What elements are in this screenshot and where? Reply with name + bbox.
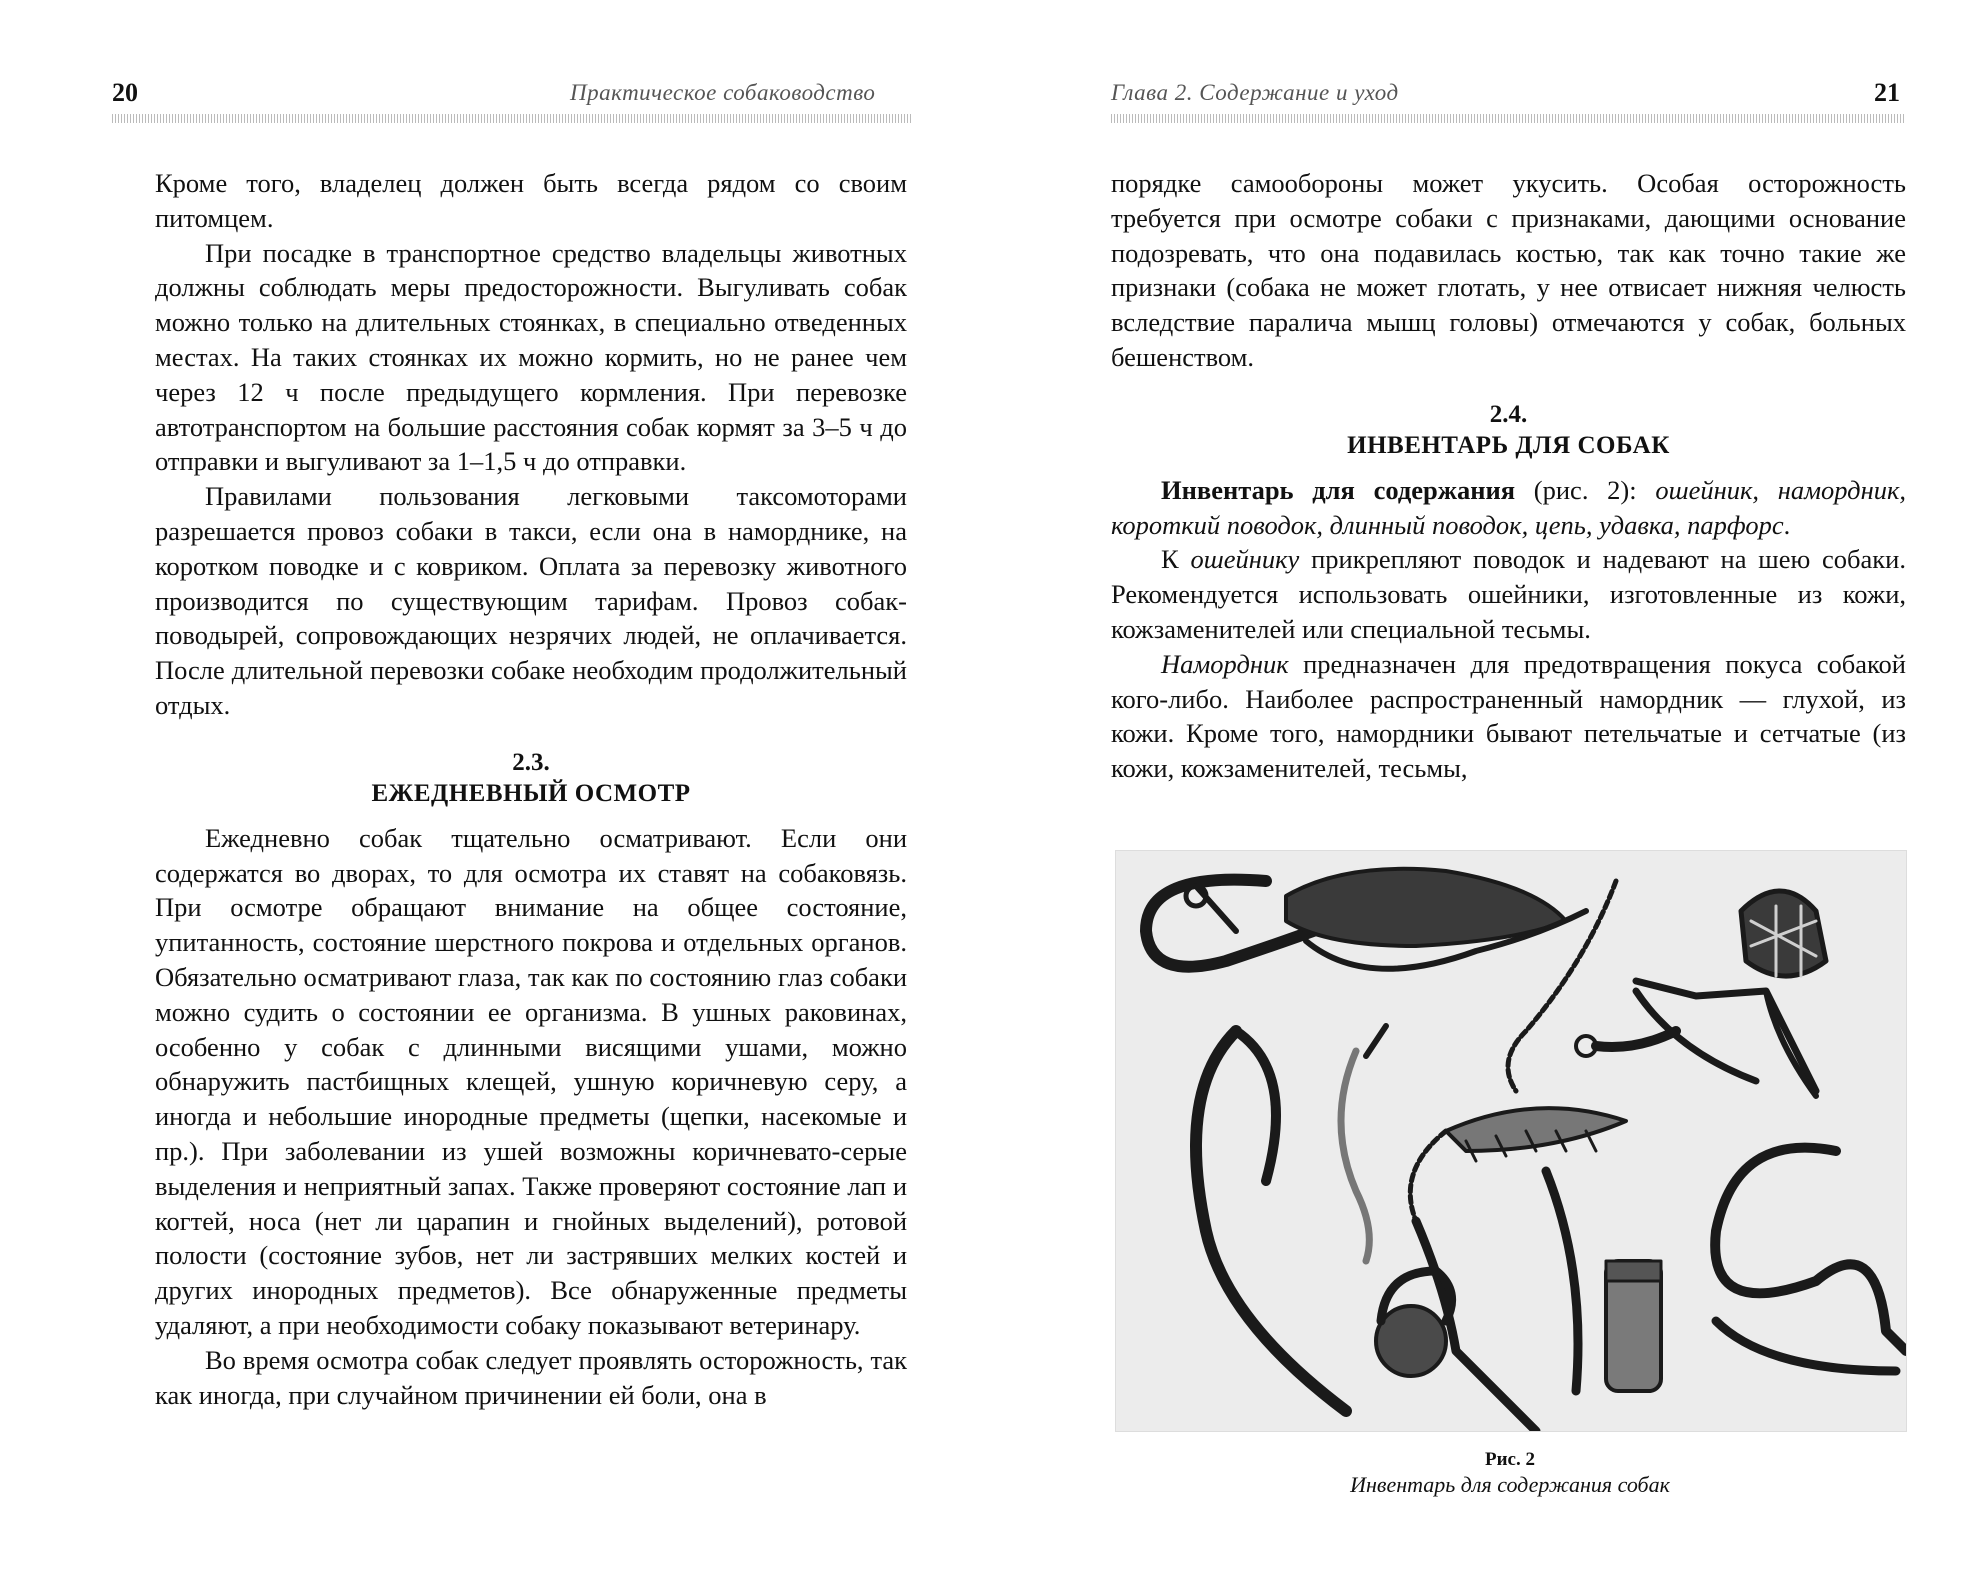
paragraph: Во время осмотра собак следует проявлять осторожность, так как иногда, при случайном причинении ей боли, она в — [155, 1344, 907, 1410]
figure-label: Рис. 2 — [1485, 1449, 1535, 1470]
page-number-left: 20 — [112, 78, 138, 107]
figure-photo-dog-equipment — [1115, 850, 1907, 1432]
paragraph: Ежедневно собак тщательно осматривают. Если они содержатся во дворах, то для осмотра их ставят на собаковязь. При осмотре обращают внимание на общее состояние, упитанность, состояние шерстного покрова и отдельных органов. Обязательно осматривают глаза, так как по состоянию глаз собаки можно судить о состоянии ее организма. В ушных раковинах, особенно у собак с длинными висящими ушами, можно обнаружить пастбищных клещей, ушную коричневую серу, а иногда и небольшие инородные предметы (щепки, насекомые и пр.). При заболевании из ушей возможны коричневато-серые выделения и неприятный запах. Также проверяют состояние лап и когтей, носа (нет ли царапин и гнойных выделений), ротовой полости (состояние зубов, нет ли застрявших мелких костей и других инородных предметов). Все обнаруженные предметы удаляют, а при необходимости собаку показывают ветеринару. — [155, 822, 907, 1340]
figure-reference: (рис. 2): — [1515, 474, 1656, 505]
text-run: прикрепляют поводок и надевают на шею собаки. Рекомендуется использовать ошейники, изготовленные из кожи, кожзаменителей или специальной тесьмы. — [1111, 544, 1906, 644]
paragraph-inventory — [1111, 473, 1906, 543]
period: . — [1783, 509, 1791, 540]
section-heading-2-4 — [1111, 399, 1906, 461]
section-number: 2.4. — [1489, 400, 1528, 428]
section-heading-2-3 — [155, 747, 907, 809]
paragraph-muzzle — [1111, 647, 1906, 786]
inventory-lead: Инвентарь для содержания — [1161, 474, 1516, 505]
section-title: ЕЖЕДНЕВНЫЙ ОСМОТР — [371, 779, 691, 807]
term-collar: ошейнику — [1190, 544, 1300, 575]
text-run: К — [1161, 544, 1191, 575]
page-number-right: 21 — [1874, 78, 1900, 107]
inventory-items: ошейник, намордник, короткий поводок, длинный поводок, цепь, удавка, парфорс — [1111, 474, 1906, 540]
section-number: 2.3. — [512, 748, 550, 776]
figure-caption: Инвентарь для содержания собак — [1350, 1472, 1670, 1497]
left-body — [155, 166, 907, 1412]
dog-equipment-illustration — [1116, 851, 1906, 1431]
paragraph: При посадке в транспортное средство владельцы животных должны соблюдать меры предосторожности. Выгуливать собак можно только на длительных стоянках, в специально отведенных местах. На таких стоянках их можно кормить, но не ранее чем через 12 ч после предыдущего кормления. При перевозке автотранспортом на большие расстояния собак кормят за 3–5 ч до отправки и выгуливают за 1–1,5 ч до отправки. — [155, 237, 907, 477]
text-run: предназначен для предотвращения покуса собакой кого-либо. Наиболее распространенный намордник — глухой, из кожи. Кроме того, намордники бывают петельчатые и сетчатые (из кожи, кожзаменителей, тесьмы, — [1111, 648, 1906, 784]
paragraph-collar — [1111, 542, 1906, 646]
term-muzzle: Намордник — [1161, 648, 1289, 679]
header-rule-left — [112, 114, 912, 123]
right-body — [1111, 166, 1906, 786]
paragraph: Правилами пользования легковыми таксомоторами разрешается провоз собаки в такси, если она в наморднике, на коротком поводке и с ковриком. Оплата за перевозку животного производится по существующим тарифам. Провоз собак-поводырей, сопровождающих незрячих людей, не оплачивается. После длительной перевозки собаке необходим продолжительный отдых. — [155, 481, 907, 720]
header-rule-right — [1111, 114, 1906, 123]
running-head-right: Глава 2. Содержание и уход — [1111, 80, 1399, 105]
paragraph: Кроме того, владелец должен быть всегда рядом со своим питомцем. — [155, 168, 907, 233]
running-head-left: Практическое собаководство — [570, 80, 876, 105]
paragraph: порядке самообороны может укусить. Особая осторожность требуется при осмотре собаки с признаками, дающими основание подозревать, что она подавилась костью, так как точно такие же признаки (собака не может глотать, у нее отвисает нижняя челюсть вследствие паралича мышц головы) отмечаются у собак, больных бешенством. — [1111, 168, 1906, 372]
section-title: ИНВЕНТАРЬ ДЛЯ СОБАК — [1347, 431, 1670, 459]
